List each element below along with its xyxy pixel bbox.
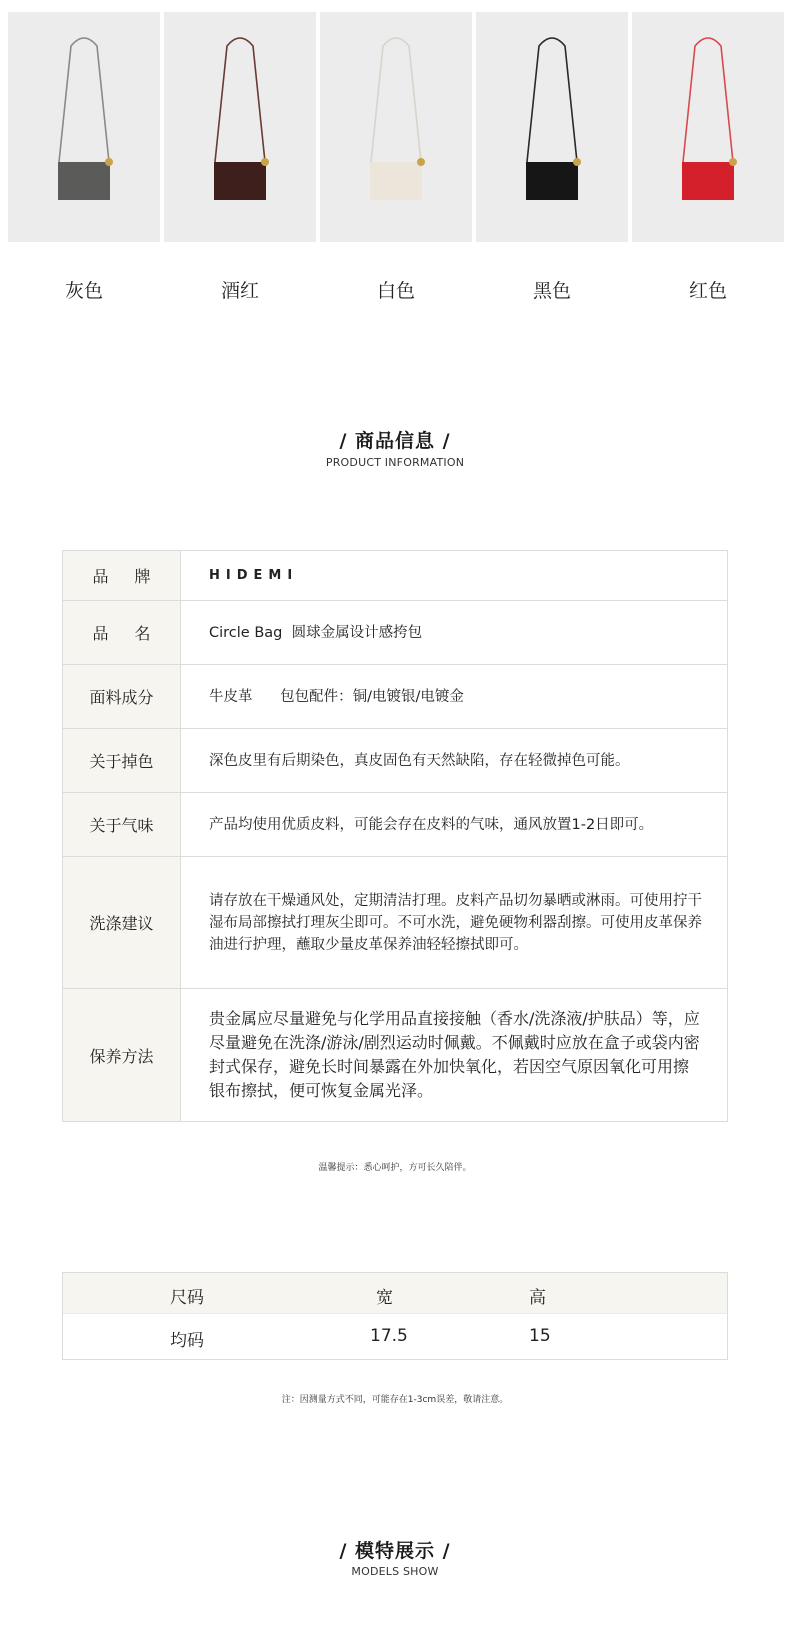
info-value-odor: 产品均使用优质皮料，可能会存在皮料的气味，通风放置1-2日即可。 [209, 816, 654, 833]
info-label-material: 面料成分 [63, 665, 181, 728]
care-tip: 温馨提示：悉心呵护，方可长久陪伴。 [318, 1163, 472, 1173]
bag-burgundy-icon [164, 12, 316, 242]
bag-strap-icon [683, 38, 733, 162]
bag-body-icon [682, 162, 734, 200]
info-row-odor [63, 793, 727, 857]
info-label-fading: 关于掉色 [63, 729, 181, 792]
models-show-title: / 模特展示 / [339, 1540, 451, 1562]
size-table-header [63, 1273, 727, 1313]
models-show-subtitle: MODELS SHOW [351, 1565, 439, 1578]
size-value-size: 均码 [170, 1331, 204, 1351]
color-label-white: 白色 [376, 280, 415, 302]
info-value-fading: 深色皮里有后期染色，真皮固色有天然缺陷，存在轻微掉色可能。 [209, 752, 630, 769]
size-header-width: 宽 [376, 1288, 393, 1308]
swatch-image-red[interactable] [632, 12, 784, 242]
swatch-image-gray[interactable] [8, 12, 160, 242]
color-label-gray: 灰色 [64, 280, 103, 302]
bag-strap-icon [371, 38, 421, 162]
color-label-black: 黑色 [532, 280, 571, 302]
metal-ball-icon [261, 158, 269, 166]
bag-white-icon [320, 12, 472, 242]
bag-red-icon [632, 12, 784, 242]
color-label-burgundy: 酒红 [220, 280, 259, 302]
info-label-care: 保养方法 [63, 989, 181, 1121]
info-value-care: 贵金属应尽量避免与化学用品直接接触（香水/洗涤液/护肤品）等，应尽量避免在洗涤/游泳/剧烈运动时佩戴。不佩戴时应放在盒子或袋内密封式保存，避免长时间暴露在外加快氧化，若因空气原因氧化可用擦银布擦拭，便可恢复金属光泽。 [209, 1009, 700, 1100]
swatch-image-white[interactable] [320, 12, 472, 242]
info-label-washing: 洗涤建议 [63, 857, 181, 988]
size-header-size: 尺码 [170, 1288, 204, 1308]
product-info-subtitle: PRODUCT INFORMATION [325, 456, 465, 469]
bag-body-icon [526, 162, 578, 200]
info-value-name: Circle Bag 圆球金属设计感挎包 [209, 624, 423, 641]
bag-body-icon [214, 162, 266, 200]
metal-ball-icon [729, 158, 737, 166]
color-swatches [8, 12, 784, 242]
size-header-height: 高 [529, 1288, 546, 1308]
size-table [62, 1272, 728, 1360]
info-row-washing [63, 857, 727, 989]
bag-strap-icon [215, 38, 265, 162]
bag-body-icon [58, 162, 110, 200]
info-value-material: 牛皮革 包包配件：铜/电镀银/电镀金 [209, 688, 464, 705]
info-row-brand [63, 551, 727, 601]
swatch-image-burgundy[interactable] [164, 12, 316, 242]
bag-strap-icon [59, 38, 109, 162]
color-label-red: 红色 [688, 280, 727, 302]
metal-ball-icon [573, 158, 581, 166]
size-value-height: 15 [529, 1326, 551, 1346]
product-info-table [62, 550, 728, 1122]
bag-gray-icon [8, 12, 160, 242]
product-info-title: / 商品信息 / [339, 430, 451, 452]
bag-strap-icon [527, 38, 577, 162]
size-value-width: 17.5 [370, 1326, 408, 1346]
info-row-fading [63, 729, 727, 793]
info-label-brand: 品牌 [63, 551, 181, 600]
info-value-washing: 请存放在干燥通风处，定期清洁打理。皮料产品切勿暴晒或淋雨。可使用拧干湿布局部擦拭打理灰尘即可。不可水洗，避免硬物利器刮擦。可使用皮革保养油进行护理，蘸取少量皮革保养油轻轻擦拭即可。 [209, 892, 702, 953]
metal-ball-icon [417, 158, 425, 166]
swatch-image-black[interactable] [476, 12, 628, 242]
size-note: 注：因测量方式不同，可能存在1-3cm误差，敬请注意。 [281, 1395, 509, 1405]
info-row-material [63, 665, 727, 729]
metal-ball-icon [105, 158, 113, 166]
info-label-name: 品名 [63, 601, 181, 664]
bag-body-icon [370, 162, 422, 200]
info-row-name [63, 601, 727, 665]
info-row-care [63, 989, 727, 1121]
bag-black-icon [476, 12, 628, 242]
info-label-odor: 关于气味 [63, 793, 181, 856]
info-value-brand: HIDEMI [209, 567, 299, 583]
